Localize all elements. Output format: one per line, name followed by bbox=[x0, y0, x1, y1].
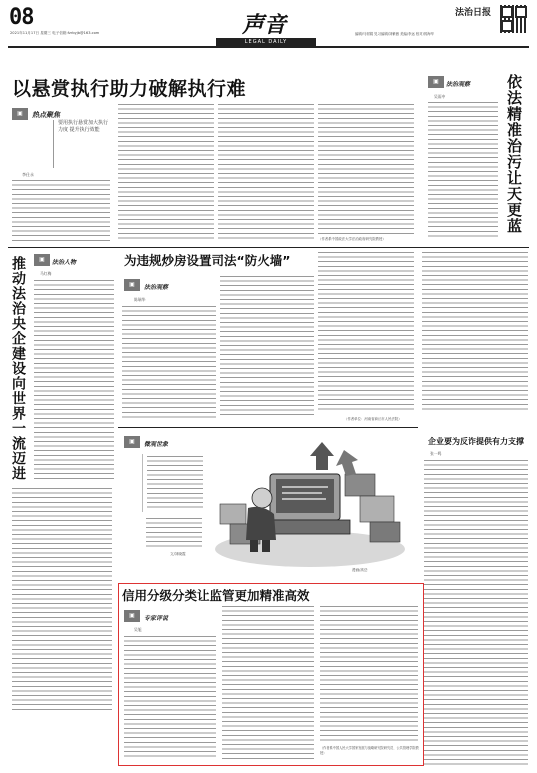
boxed-author: 吴旭 bbox=[134, 627, 142, 632]
masthead-rule bbox=[8, 46, 529, 48]
page-number: 08 bbox=[9, 5, 34, 30]
left-author: 马红梅 bbox=[40, 271, 52, 276]
date-line: 2021年11月17日 星期三 电子信箱:fzrbyjb@163.com bbox=[10, 31, 100, 35]
boxed-body-col2 bbox=[222, 606, 314, 760]
lead-body-col1 bbox=[12, 180, 110, 242]
right-mid-body bbox=[422, 252, 528, 412]
cartoon-text bbox=[146, 518, 202, 548]
left-column-icon: ▣ bbox=[34, 254, 50, 266]
left-body-lower bbox=[12, 488, 112, 713]
lead-pull-quote-box bbox=[53, 120, 108, 168]
paper-logo: 法治日报 bbox=[455, 8, 492, 18]
affiliation-mid-lower: （作者单位：河南省商丘市人民法院） bbox=[344, 417, 402, 421]
boxed-body-col3 bbox=[320, 606, 418, 742]
cartoon-illustration bbox=[210, 434, 416, 574]
lead-column-icon: ▣ bbox=[12, 108, 28, 120]
left-column-label: 法治人物 bbox=[52, 259, 77, 266]
middle-column-icon: ▣ bbox=[124, 279, 140, 291]
lead-body-col2 bbox=[118, 104, 214, 242]
middle-body-col2 bbox=[220, 276, 314, 418]
lead-author: 李仕永 bbox=[22, 172, 34, 177]
cartoon-caption: 漫画/高岳 bbox=[352, 568, 368, 572]
left-vertical-headline: 推动法治央企建设向世界一流迈进 bbox=[10, 256, 26, 481]
middle-column-label: 法治观察 bbox=[144, 284, 169, 291]
right-top-headline: 依法精准治污让天更蓝 bbox=[505, 74, 523, 234]
cartoon-author-line: 文/刘晓霞 bbox=[170, 552, 186, 556]
right-top-body bbox=[428, 102, 498, 240]
lead-body-col4 bbox=[318, 104, 414, 234]
qr-code-icon bbox=[500, 5, 528, 33]
cartoon-note-box bbox=[142, 454, 203, 512]
middle-body-col1 bbox=[122, 306, 216, 418]
cartoon-column-label: 微观世象 bbox=[144, 441, 169, 448]
section-subtitle: LEGAL DAILY bbox=[244, 39, 288, 45]
boxed-column-label: 专家评说 bbox=[144, 615, 169, 622]
lead-column-label: 热点聚焦 bbox=[32, 111, 60, 119]
lead-headline: 以悬赏执行助力破解执行难 bbox=[12, 78, 247, 100]
affiliation-boxed: （作者系中国人民大学国家发展与战略研究院研究员、公共管理学院教授） bbox=[320, 746, 419, 755]
bottom-right-author: 张一鸣 bbox=[430, 451, 442, 456]
lead-pull-quote: 要用执行悬赏加大执行力度 提升执行效能 bbox=[58, 120, 109, 133]
lead-body-col3 bbox=[218, 104, 314, 242]
left-body-col bbox=[34, 280, 114, 480]
affiliation-mid-right: （作者系中国政法大学法治政府研究院教授） bbox=[318, 237, 386, 241]
mid-rule bbox=[118, 427, 418, 428]
lead-bottom-rule bbox=[8, 247, 529, 248]
right-top-author: 吴雨中 bbox=[434, 94, 446, 99]
bottom-right-body bbox=[424, 460, 528, 766]
cartoon-column-icon: ▣ bbox=[124, 436, 140, 448]
middle-headline: 为违规炒房设置司法“防火墙” bbox=[124, 253, 291, 268]
editor-line: 编辑/马树娟 见习编辑/刘紫薇 美编/李远 校对/郭海华 bbox=[355, 32, 435, 36]
bottom-right-headline: 企业要为反诈提供有力支撑 bbox=[428, 437, 524, 446]
boxed-body-col1 bbox=[124, 636, 216, 760]
right-top-column-icon: ▣ bbox=[428, 76, 444, 88]
boxed-column-icon: ▣ bbox=[124, 610, 140, 622]
middle-author: 陈瑞华 bbox=[134, 297, 146, 302]
section-title: 声音 bbox=[242, 12, 287, 38]
boxed-headline: 信用分级分类让监管更加精准高效 bbox=[122, 588, 310, 603]
right-top-column-label: 法治观察 bbox=[446, 81, 471, 88]
middle-body-col3 bbox=[318, 252, 414, 412]
